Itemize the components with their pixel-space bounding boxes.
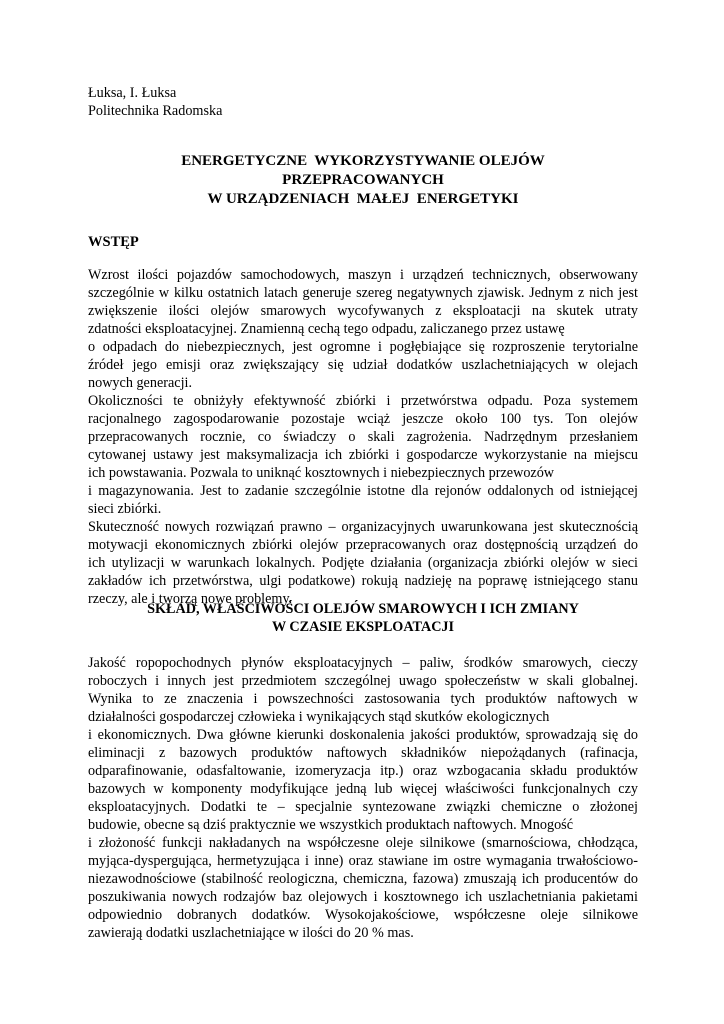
text-line: o odpadach do niebezpiecznych, jest ogromne i pogłębiające się rozproszenie terytorialne bbox=[88, 339, 638, 355]
text-line: nowych generacji. bbox=[88, 375, 192, 391]
text-line: Okoliczności te obniżyły efektywność zbiórki i przetwórstwa odpadu. Poza systemem bbox=[88, 393, 638, 409]
text-line: roboczych i innych jest przedmiotem szczególnej uwago społeczeństw w skali globalnej. bbox=[88, 673, 638, 689]
text-line: motywacji ekonomicznych zbiórki olejów przepracowanych oraz dostępnością urządzeń do bbox=[88, 537, 638, 553]
text-line: ich powstawania. Pozwala to uniknąć kosztownych i niebezpiecznych przewozów bbox=[88, 465, 555, 481]
text-line: przepracowanych rocznie, co świadczy o skali zagrożenia. Nadrzędnym przesłaniem bbox=[88, 429, 638, 445]
text-line: zawierają dodatki uszlachetniające w ilości do 20 % mas. bbox=[88, 925, 414, 941]
text-line: zakładów ich przetwórstwa, ulgi podatkowe) rokują nadzieję na poprawę istniejącego stanu bbox=[88, 573, 638, 589]
text-line: Jakość ropopochodnych płynów eksploatacyjnych – paliw, środków smarowych, cieczy bbox=[88, 655, 638, 671]
text-line: bazowych w komponenty modyfikujące jedną lub więcej właściwości funkcjonalnych czy bbox=[88, 781, 638, 797]
text-line: i ekonomicznych. Dwa główne kierunki doskonalenia jakości produktów, sprowadzają się do bbox=[88, 727, 638, 743]
author-affiliation: Politechnika Radomska bbox=[88, 103, 223, 119]
section-heading-intro: WSTĘP bbox=[88, 234, 139, 250]
text-line: budowie, obecne są dziś praktycznie we wszystkich produktach naftowych. Mnogość bbox=[88, 817, 573, 833]
text-line: poszukiwania nowych rodzajów baz olejowych i kosztownego ich uszlachetniania pakietami bbox=[88, 889, 638, 905]
text-line: szczególnie w kilku ostatnich latach generuje szereg negatywnych zjawisk. Jednym z nich jest bbox=[88, 285, 638, 301]
text-line: niezawodnościowe (stabilność reologiczna, chemiczna, fazowa) zmuszają ich producentów do bbox=[88, 871, 638, 887]
text-line: rzeczy, ale i tworzą nowe problemy. bbox=[88, 591, 293, 607]
text-line: cytowanej ustawy jest maksymalizacja ich zbiórki i gospodarcze wykorzystanie na miejscu bbox=[88, 447, 638, 463]
text-line: eliminacji z bazowych produktów naftowych składników niepożądanych (rafinacja, bbox=[88, 745, 638, 761]
text-line: źródeł jego emisji oraz zwiększający się udział dodatków uszlachetniających w olejach bbox=[88, 357, 638, 373]
text-line: eksploatacyjnych. Dodatki te – specjalnie syntezowane związki chemiczne o złożonej bbox=[88, 799, 638, 815]
text-line: Skuteczność nowych rozwiązań prawno – organizacyjnych uwarunkowana jest skutecznością bbox=[88, 519, 638, 535]
text-line: Wzrost ilości pojazdów samochodowych, maszyn i urządzeń technicznych, obserwowany bbox=[88, 267, 638, 283]
text-line: i złożoność funkcji nakładanych na współczesne oleje silnikowe (smarnościowa, chłodząca, bbox=[88, 835, 638, 851]
text-line: działalności gospodarczej człowieka i wynikających stąd skutków ekologicznych bbox=[88, 709, 550, 725]
text-line: odpowiednio dobranych dodatków. Wysokojakościowe, współczesne oleje silnikowe bbox=[88, 907, 638, 923]
text-line: zdatności eksploatacyjnej. Znamienną cechą tego odpadu, zaliczanego przez ustawę bbox=[88, 321, 565, 337]
intro-body-text bbox=[88, 266, 638, 608]
text-line: zwiększenie ilości olejów smarowych wycofywanych z eksploatacji na skutek utraty bbox=[88, 303, 638, 319]
paper-title: ENERGETYCZNE WYKORZYSTYWANIE OLEJÓW PRZEPRACOWANYCH W URZĄDZENIACH MAŁEJ ENERGETYKI bbox=[181, 153, 545, 207]
text-line: sieci zbiórki. bbox=[88, 501, 162, 517]
author-block bbox=[88, 84, 222, 120]
author-names: Łuksa, I. Łuksa bbox=[88, 85, 177, 101]
composition-body-text bbox=[88, 654, 638, 942]
text-line: racjonalnego zagospodarowanie pozostaje wciąż jeszcze około 100 tys. Ton olejów bbox=[88, 411, 638, 427]
text-line: ich utylizacji w warunkach lokalnych. Podjęte działania (organizacja zbiórki olejów w sieci bbox=[88, 555, 638, 571]
text-line: myjąca-dyspergująca, hermetyzująca i inne) oraz stawiane im ostre wymagania trwałościowo- bbox=[88, 853, 638, 869]
text-line: i magazynowania. Jest to zadanie szczególnie istotne dla rejonów oddalonych od istniejącej bbox=[88, 483, 638, 499]
section-heading-composition bbox=[88, 600, 638, 636]
text-line: Wynika to ze znaczenia i powszechności zastosowania tych produktów naftowych w bbox=[88, 691, 638, 707]
text-line: odparafinowanie, odasfaltowanie, izomeryzacja itp.) oraz wzbogacania składu produktów bbox=[88, 763, 638, 779]
section-heading-composition-text: SKŁAD, WŁAŚCIWOŚCI OLEJÓW SMAROWYCH I ICH ZMIANY W CZASIE EKSPLOATACJI bbox=[147, 601, 579, 635]
